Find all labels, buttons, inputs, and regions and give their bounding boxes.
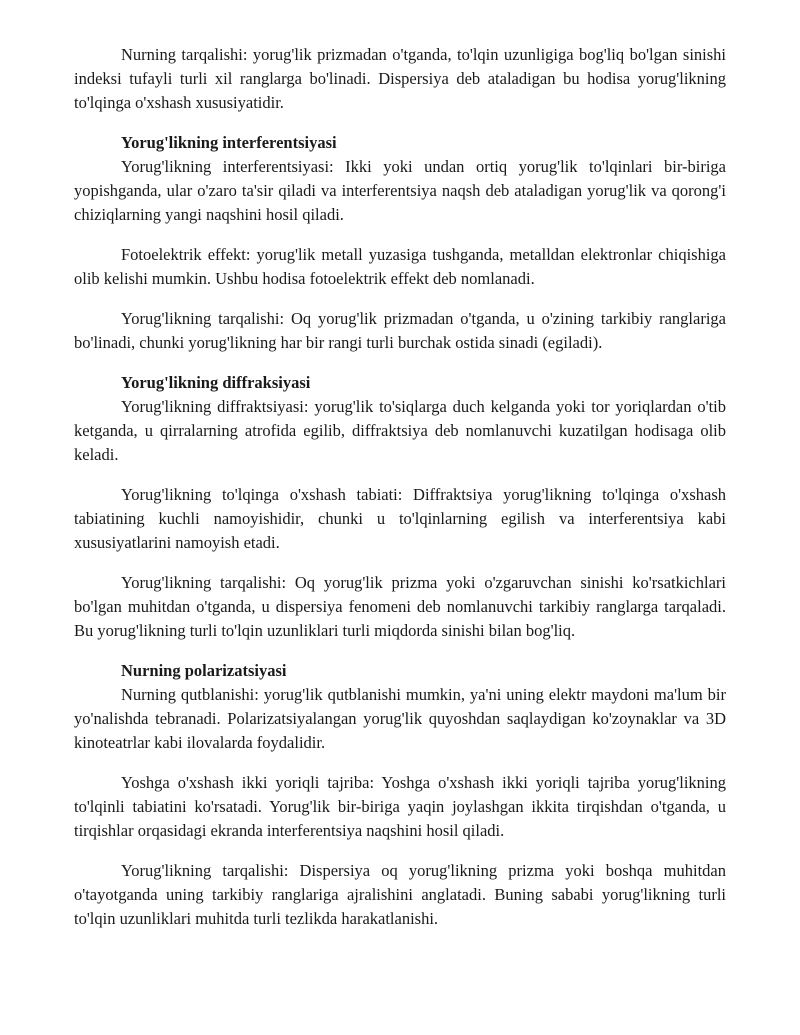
paragraph-light-refraction: Yorug'likning tarqalishi: Oq yorug'lik prizmadan o'tganda, u o'zining tarkibiy ranglariga bo'linadi, chunki yorug'likning har bir rangi turli burchak ostida sinadi (egiladi). [74,309,726,352]
section-diffraction [74,371,726,467]
heading-interference: Yorug'likning interferentsiyasi [121,133,337,152]
heading-polarization: Nurning polarizatsiyasi [121,661,287,680]
paragraph-wave-nature: Yorug'likning to'lqinga o'xshash tabiati: Diffraktsiya yorug'likning to'lqinga o'xshash tabiatining kuchli namoyishidir, chunki u to'lqinlarning egilish va interferentsiya kabi xususiyatlarini namoyish etadi. [74,485,726,552]
section-interference [74,131,726,227]
paragraph-dispersion-phenomenon: Yorug'likning tarqalishi: Oq yorug'lik prizma yoki o'zgaruvchan sinishi ko'rsatkichlari bo'lgan muhitdan o'tganda, u dispersiya fenomeni deb nomlanuvchi tarkibiy ranglarga tarqaladi. Bu yorug'likning turli to'lqin uzunliklari turli miqdorda sinishi bilan bog'liq. [74,573,726,640]
document-page [74,43,726,947]
paragraph-double-slit: Yoshga o'xshash ikki yoriqli tajriba: Yoshga o'xshash ikki yoriqli tajriba yorug'likning to'lqinli tabiatini ko'rsatadi. Yorug'lik bir-biriga yaqin joylashgan ikkita tirqishdan o'tganda, u tirqishlar orqasidagi ekranda interferentsiya naqshini hosil qiladi. [74,773,726,840]
paragraph-light-dispersion: Nurning tarqalishi: yorug'lik prizmadan o'tganda, to'lqin uzunligiga bog'liq bo'lgan sinishi indeksi tufayli turli xil ranglarga bo'linadi. Dispersiya deb ataladigan bu hodisa yorug'likning to'lqinga o'xshash xususiyatidir. [74,45,726,112]
paragraph-dispersion-summary: Yorug'likning tarqalishi: Dispersiya oq yorug'likning prizma yoki boshqa muhitdan o'tayotganda uning tarkibiy ranglariga ajralishini anglatadi. Buning sababi yorug'likning turli to'lqin uzunliklari muhitda turli tezlikda harakatlanishi. [74,861,726,928]
paragraph-interference: Yorug'likning interferentsiyasi: Ikki yoki undan ortiq yorug'lik to'lqinlari bir-biriga yopishganda, ular o'zaro ta'sir qiladi va interferentsiya naqsh deb ataladigan yorug'lik va qorong'i chiziqlarning yangi naqshini hosil qiladi. [74,157,726,224]
paragraph-diffraction: Yorug'likning diffraktsiyasi: yorug'lik to'siqlarga duch kelganda yoki tor yoriqlardan o'tib ketganda, u qirralarning atrofida egilib, diffraktsiya deb nomlanuvchi kuzatilgan hodisaga olib keladi. [74,397,726,464]
section-polarization [74,659,726,755]
heading-diffraction: Yorug'likning diffraksiyasi [121,373,311,392]
paragraph-polarization: Nurning qutblanishi: yorug'lik qutblanishi mumkin, ya'ni uning elektr maydoni ma'lum bir yo'nalishda tebranadi. Polarizatsiyalangan yorug'lik quyoshdan saqlaydigan ko'zoynaklar va 3D kinoteatrlar kabi ilovalarda foydalidir. [74,685,726,752]
paragraph-photoelectric-effect: Fotoelektrik effekt: yorug'lik metall yuzasiga tushganda, metalldan elektronlar chiqishiga olib kelishi mumkin. Ushbu hodisa fotoelektrik effekt deb nomlanadi. [74,245,726,288]
